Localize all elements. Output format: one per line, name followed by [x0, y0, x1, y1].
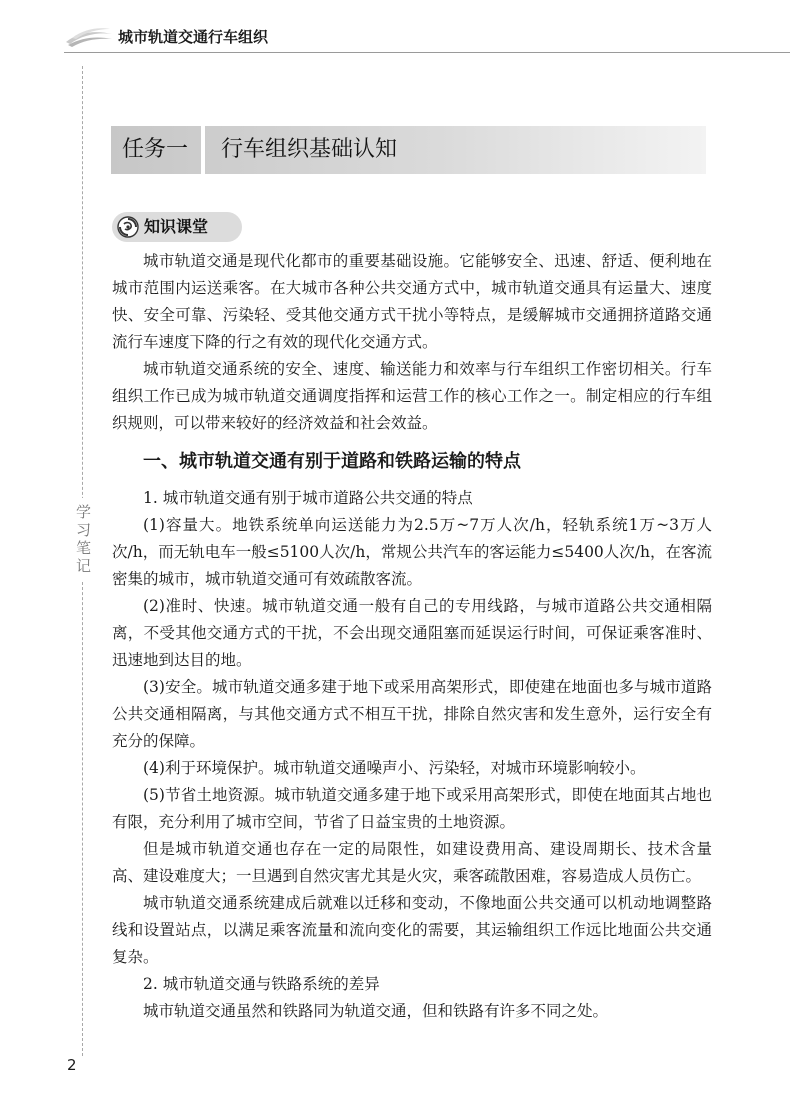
section-heading: 一、城市轨道交通有别于道路和铁路运输的特点 — [143, 451, 521, 472]
body-paragraph: 城市轨道交通系统建成后就难以迁移和变动，不像地面公共交通可以机动地调整路线和设置站点，以满足乘客流量和流向变化的需要，其运输组织工作远比地面公共交通复杂。 — [112, 894, 712, 966]
task-number: 任务一 — [121, 137, 188, 162]
section-badge — [112, 212, 242, 242]
feature-item: (3)安全。城市轨道交通多建于地下或采用高架形式，即使建在地面也多与城市道路公共交通相隔离，与其他交通方式不相互干扰，排除自然灾害和发生意外，运行安全有充分的保障。 — [112, 678, 712, 750]
intro-paragraph: 城市轨道交通系统的安全、速度、输送能力和效率与行车组织工作密切相关。行车组织工作已成为城市轨道交通调度指挥和运营工作的核心工作之一。制定相应的行车组织规则，可以带来较好的经济效益和社会效益。 — [112, 360, 712, 432]
header-divider — [64, 52, 790, 53]
swoosh-logo-icon — [64, 26, 114, 48]
main-content — [112, 248, 712, 1025]
subsection-heading: 1. 城市轨道交通有别于城市道路公共交通的特点 — [143, 489, 473, 507]
running-header-title: 城市轨道交通行车组织 — [118, 28, 269, 46]
task-title: 行车组织基础认知 — [221, 137, 398, 162]
body-paragraph: 但是城市轨道交通也存在一定的局限性，如建设费用高、建设周期长、技术含量高、建设难度大；一旦遇到自然灾害尤其是火灾，乘客疏散困难，容易造成人员伤亡。 — [112, 840, 712, 885]
page-number: 2 — [67, 1056, 77, 1074]
task-banner-separator — [201, 126, 205, 174]
notes-margin-label: 学习笔记 — [70, 498, 94, 582]
swirl-icon — [116, 215, 140, 239]
task-banner — [111, 126, 706, 174]
feature-item: (1)容量大。地铁系统单向运送能力为2.5万~7万人次/h，轻轨系统1万~3万人次/h，而无轨电车一般≤5100人次/h，常规公共汽车的客运能力≤5400人次/h，在客流密集的城市，城市轨道交通可有效疏散客流。 — [112, 516, 712, 588]
section-badge-label: 知识课堂 — [144, 217, 209, 236]
subsection-heading: 2. 城市轨道交通与铁路系统的差异 — [143, 975, 380, 993]
intro-paragraph: 城市轨道交通是现代化都市的重要基础设施。它能够安全、迅速、舒适、便利地在城市范围内运送乘客。在大城市各种公共交通方式中，城市轨道交通具有运量大、速度快、安全可靠、污染轻、受其他交通方式干扰小等特点，是缓解城市交通拥挤道路交通流行车速度下降的行之有效的现代化交通方式。 — [112, 252, 712, 351]
feature-item: (4)利于环境保护。城市轨道交通噪声小、污染轻，对城市环境影响较小。 — [143, 759, 646, 777]
running-header — [0, 0, 790, 80]
feature-item: (5)节省土地资源。城市轨道交通多建于地下或采用高架形式，即使在地面其占地也有限，充分利用了城市空间，节省了日益宝贵的土地资源。 — [112, 786, 712, 831]
body-paragraph: 城市轨道交通虽然和铁路同为轨道交通，但和铁路有许多不同之处。 — [143, 1002, 609, 1020]
feature-item: (2)准时、快速。城市轨道交通一般有自己的专用线路，与城市道路公共交通相隔离，不受其他交通方式的干扰，不会出现交通阻塞而延误运行时间，可保证乘客准时、迅速地到达目的地。 — [112, 597, 712, 669]
